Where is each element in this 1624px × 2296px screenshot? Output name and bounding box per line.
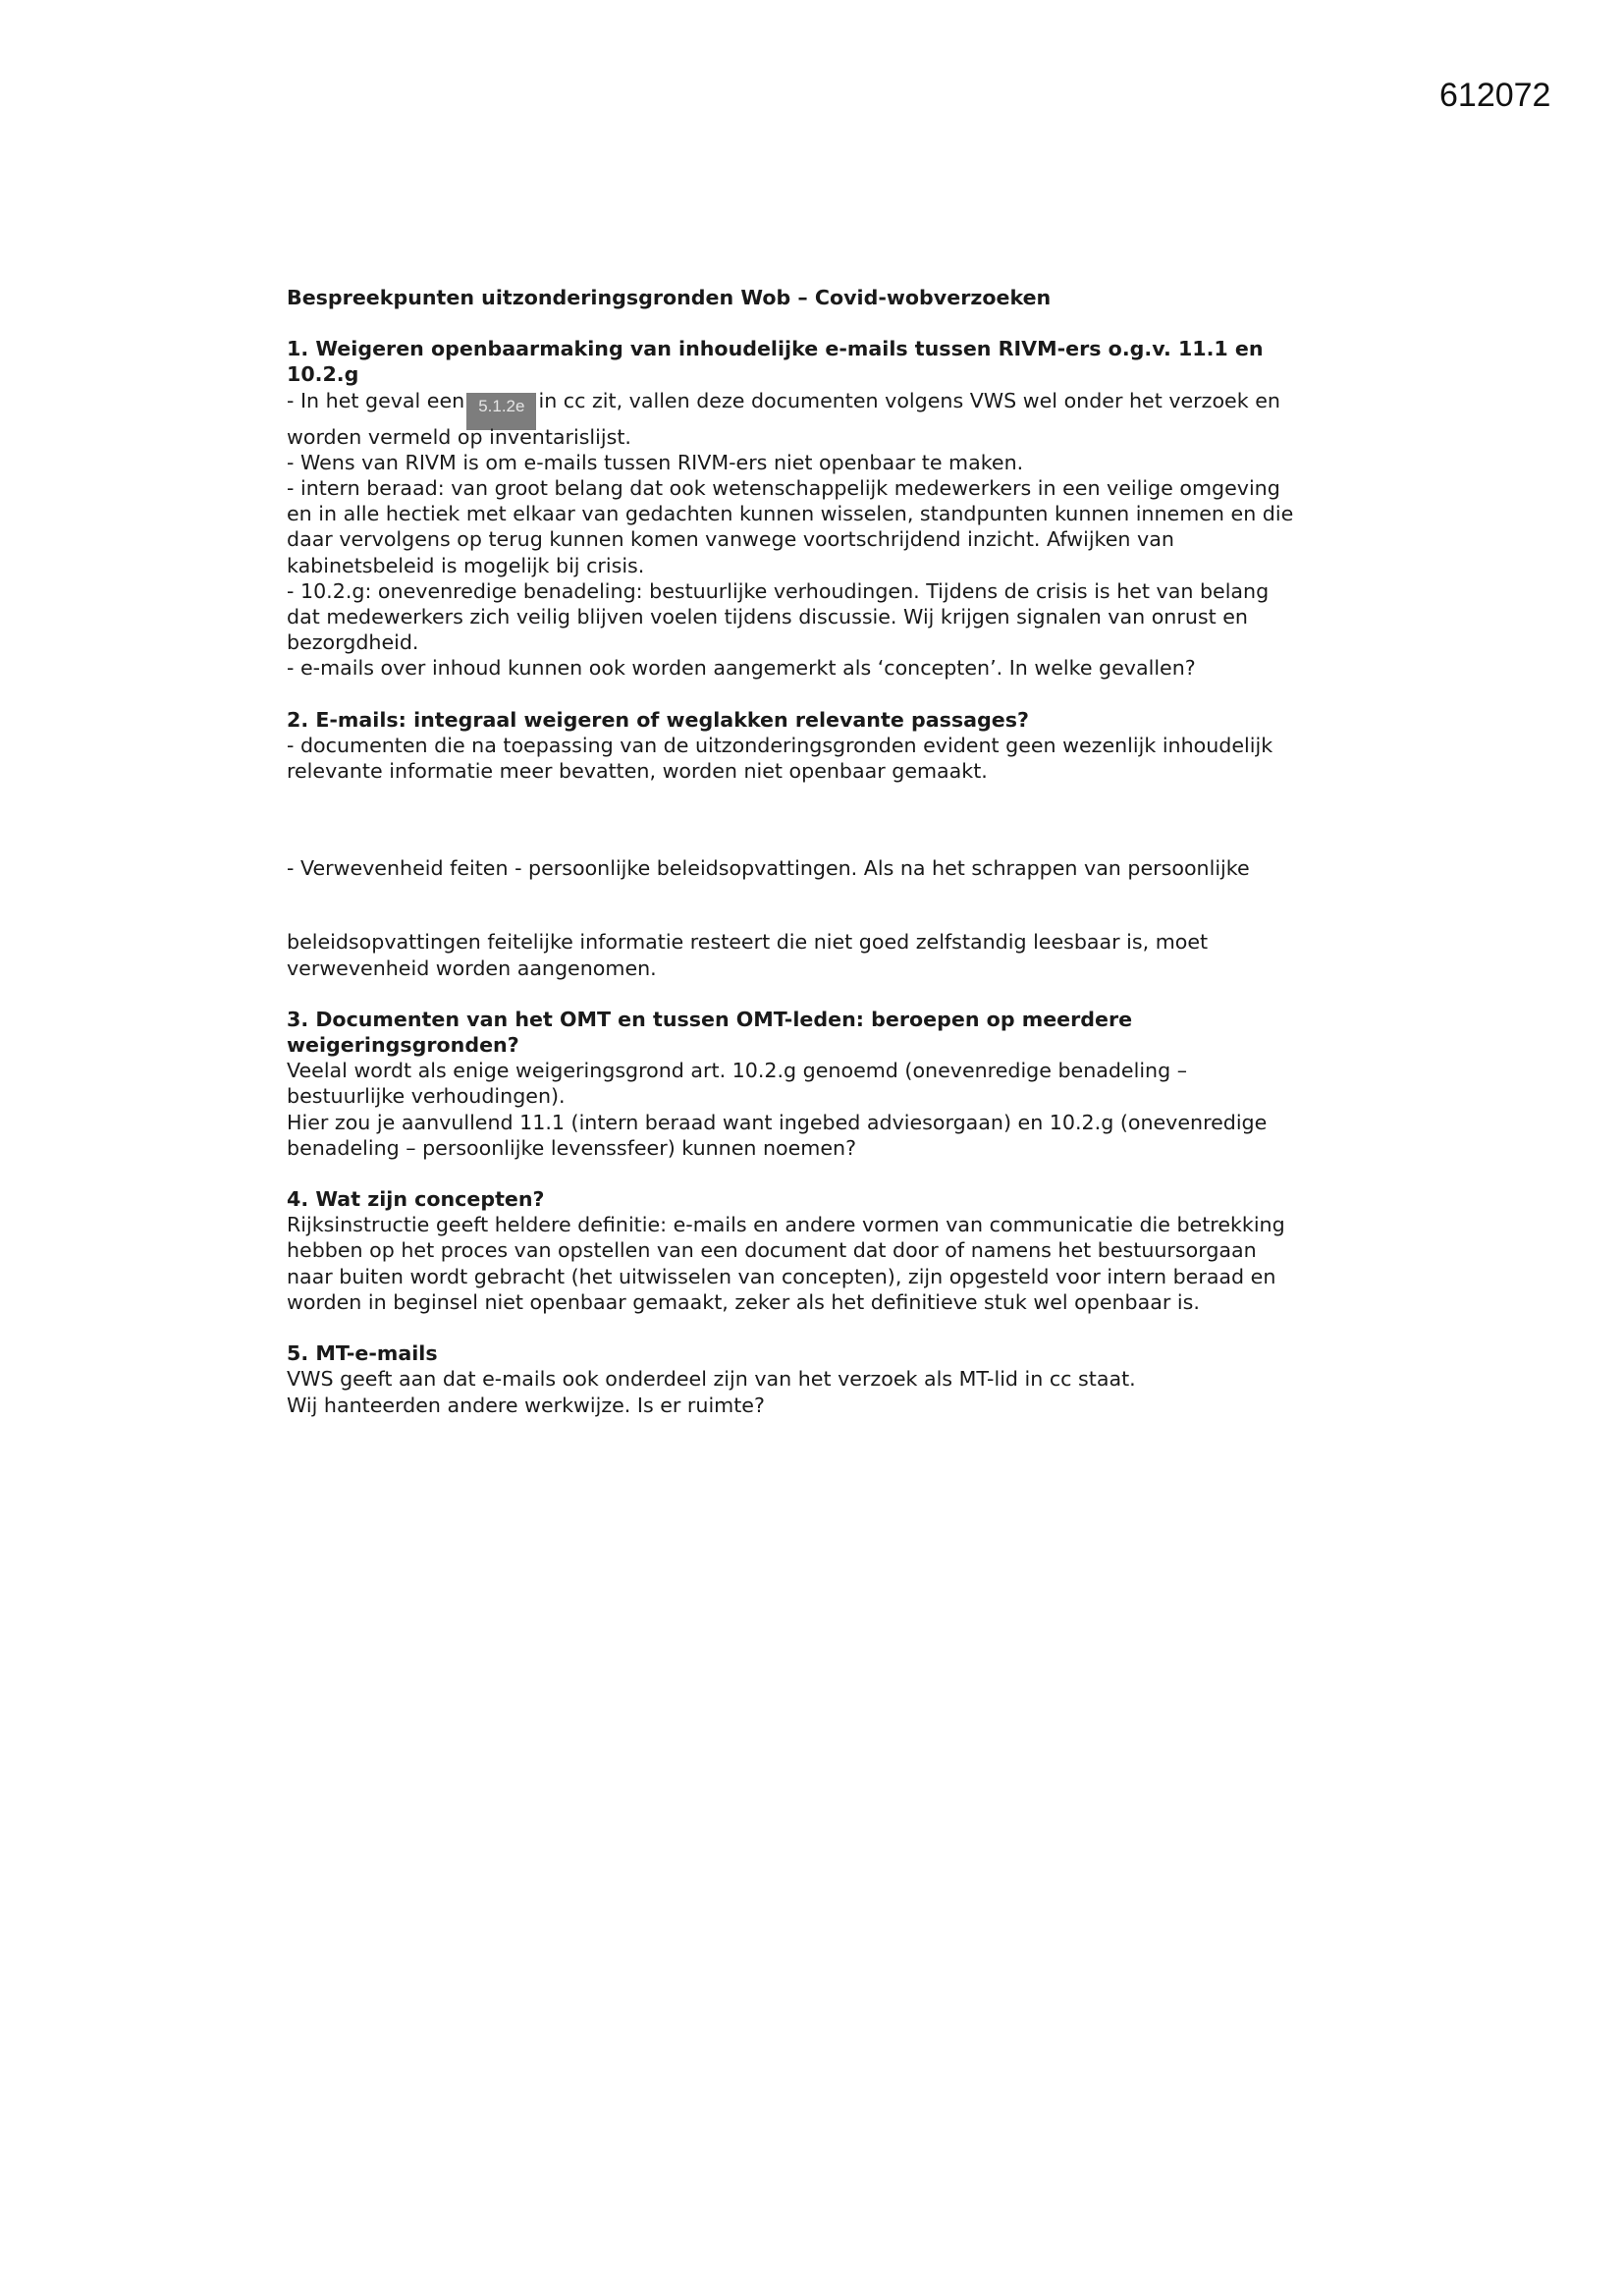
section4-heading: 4. Wat zijn concepten? xyxy=(287,1187,545,1212)
section1-line: daar vervolgens op terug kunnen komen vanwege voortschrijdend inzicht. Afwijken van xyxy=(287,527,1174,552)
document-title: Bespreekpunten uitzonderingsgronden Wob – Covid-wobverzoeken xyxy=(287,286,1052,309)
section3-heading-cont: weigeringsgronden? xyxy=(287,1033,519,1058)
section2-line: - documenten die na toepassing van de uitzonderingsgronden evident geen wezenlijk inhoudelijk xyxy=(287,733,1273,757)
section3-line: bestuurlijke verhoudingen). xyxy=(287,1084,566,1109)
section2-line: beleidsopvattingen feitelijke informatie resteert die niet goed zelfstandig leesbaar is, moet xyxy=(287,930,1209,955)
section1-line: bezorgdheid. xyxy=(287,630,419,655)
section1-line: - 10.2.g: onevenredige benadeling: bestuurlijke verhoudingen. Tijdens de crisis is het van belang xyxy=(287,578,1270,603)
section4-line: naar buiten wordt gebracht (het uitwisselen van concepten), zijn opgesteld voor intern beraad en xyxy=(287,1264,1276,1288)
section1-line-part: in cc zit, vallen deze documenten volgens VWS wel onder het verzoek en xyxy=(538,388,1280,412)
section2-line: verwevenheid worden aangenomen. xyxy=(287,956,657,980)
section4-line: worden in beginsel niet openbaar gemaakt, zeker als het definitieve stuk wel openbaar is. xyxy=(287,1289,1200,1314)
document-id: 612072 xyxy=(1439,77,1551,114)
section2-line: - Verwevenheid feiten - persoonlijke beleidsopvattingen. Als na het schrappen van persoonlijke xyxy=(287,856,1250,881)
section3-line: Hier zou je aanvullend 11.1 (intern beraad want ingebed adviesorgaan) en 10.2.g (onevenredige xyxy=(287,1110,1268,1134)
section1-heading: 1. Weigeren openbaarmaking van inhoudelijke e-mails tussen RIVM-ers o.g.v. 11.1 en xyxy=(287,337,1264,361)
section1-line xyxy=(287,388,1367,424)
section4-line: Rijksinstructie geeft heldere definitie: e-mails en andere vormen van communicatie die betrekking xyxy=(287,1213,1285,1237)
section3-heading: 3. Documenten van het OMT en tussen OMT-leden: beroepen op meerdere xyxy=(287,1007,1133,1031)
redaction-box: 5.1.2e xyxy=(466,393,536,430)
section2-heading: 2. E-mails: integraal weigeren of weglakken relevante passages? xyxy=(287,707,1029,732)
section1-line: - intern beraad: van groot belang dat ook wetenschappelijk medewerkers in een veilige omgeving xyxy=(287,476,1280,501)
section3-line: benadeling – persoonlijke levenssfeer) kunnen noemen? xyxy=(287,1135,857,1160)
section1-heading-cont: 10.2.g xyxy=(287,362,359,387)
section4-line: hebben op het proces van opstellen van een document dat door of namens het bestuursorgaan xyxy=(287,1238,1257,1263)
section5-line: VWS geeft aan dat e-mails ook onderdeel zijn van het verzoek als MT-lid in cc staat. xyxy=(287,1367,1136,1392)
section5-line: Wij hanteerden andere werkwijze. Is er ruimte? xyxy=(287,1393,765,1417)
section1-line: - e-mails over inhoud kunnen ook worden aangemerkt als ‘concepten’. In welke gevallen? xyxy=(287,656,1196,681)
section1-line: kabinetsbeleid is mogelijk bij crisis. xyxy=(287,553,645,577)
section1-line-part: - In het geval een xyxy=(287,388,465,412)
section3-line: Veelal wordt als enige weigeringsgrond art. 10.2.g genoemd (onevenredige benadeling – xyxy=(287,1059,1188,1083)
document-body xyxy=(287,285,1367,1418)
section1-line: - Wens van RIVM is om e-mails tussen RIVM-ers niet openbaar te maken. xyxy=(287,450,1024,474)
section2-line: relevante informatie meer bevatten, worden niet openbaar gemaakt. xyxy=(287,759,988,784)
section1-line: dat medewerkers zich veilig blijven voelen tijdens discussie. Wij krijgen signalen van onrust en xyxy=(287,605,1248,629)
section5-heading: 5. MT-e-mails xyxy=(287,1341,438,1366)
section1-line: en in alle hectiek met elkaar van gedachten kunnen wisselen, standpunten kunnen innemen en die xyxy=(287,502,1294,526)
section1-line: worden vermeld op inventarislijst. xyxy=(287,424,631,449)
